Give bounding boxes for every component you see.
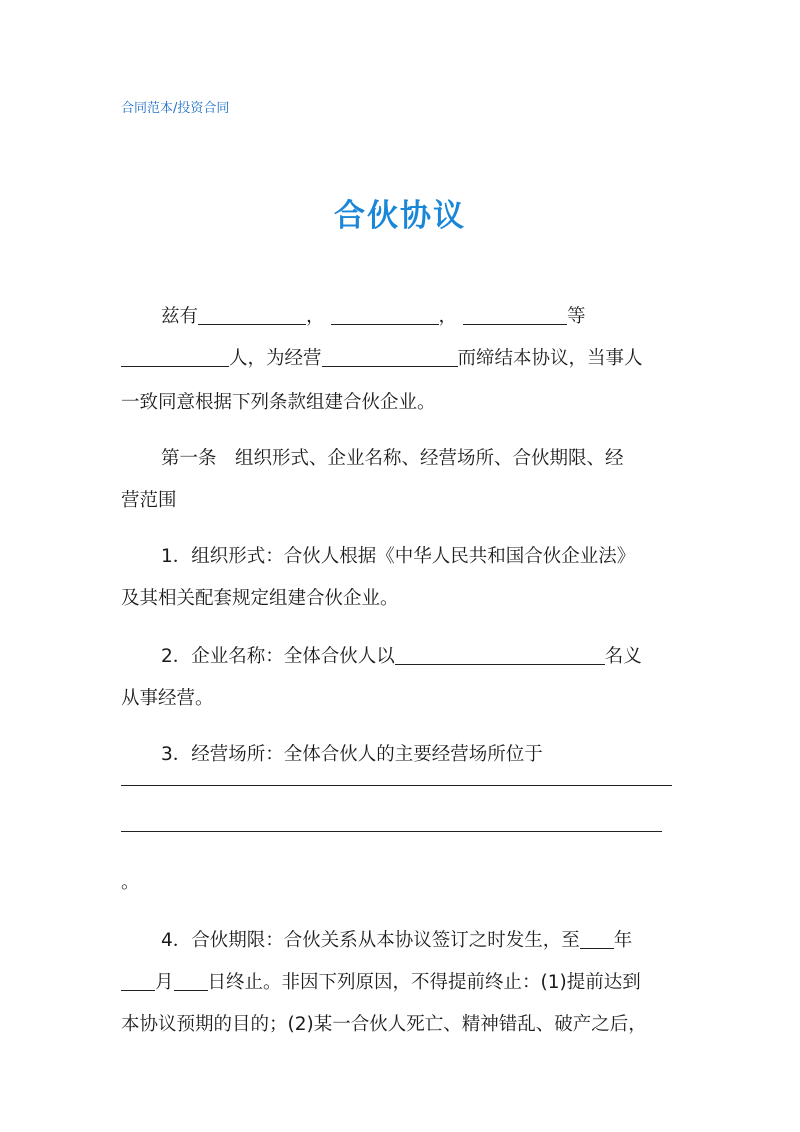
item-2-line-2: 从事经营。 — [121, 688, 214, 709]
item-2-text: 2．企业名称：全体合伙人以 — [161, 646, 395, 667]
business-blank — [322, 346, 458, 367]
address-blank-1 — [121, 785, 672, 786]
month-blank — [121, 970, 155, 991]
party-count-blank — [121, 346, 229, 367]
item-4-line-2 — [121, 970, 641, 996]
page-title: 合伙协议 — [334, 198, 466, 234]
preamble-ren: 人，为经营 — [229, 348, 322, 369]
preamble-sep-1: ， — [306, 306, 325, 327]
month-label: 月 — [155, 972, 174, 993]
item-3-line-1: 3．经营场所：全体合伙人的主要经营场所位于 — [161, 744, 543, 765]
item-4-text-2: 日终止。非因下列原因，不得提前终止：(1)提前达到 — [207, 972, 641, 993]
item-3-end: 。 — [121, 872, 140, 893]
item-2-suffix: 名义 — [604, 646, 642, 667]
day-blank — [174, 970, 208, 991]
item-4-line-3: 本协议预期的目的；(2)某一合伙人死亡、精神错乱、破产之后， — [121, 1014, 647, 1035]
preamble-tail: 而缔结本协议，当事人 — [457, 348, 643, 369]
item-2-line-1 — [161, 644, 642, 670]
address-blank-2 — [121, 831, 662, 832]
preamble-line-1 — [161, 304, 586, 330]
party-3-blank — [463, 304, 567, 325]
preamble-lead: 兹有 — [161, 306, 199, 327]
item-4-text: 4．合伙期限：合伙关系从本协议签订之时发生，至 — [161, 930, 580, 951]
preamble-sep-2: ， — [438, 306, 458, 327]
party-2-blank — [331, 304, 439, 325]
item-1-line-2: 及其相关配套规定组建合伙企业。 — [121, 588, 399, 609]
company-name-blank — [395, 644, 605, 665]
preamble-line-2 — [121, 346, 643, 372]
article-1-heading-cont: 营范围 — [121, 490, 177, 511]
year-blank — [580, 928, 614, 949]
preamble-line-3: 一致同意根据下列条款组建合伙企业。 — [121, 392, 436, 413]
breadcrumb[interactable]: 合同范本/投资合同 — [121, 101, 230, 116]
party-1-blank — [198, 304, 306, 325]
year-label: 年 — [613, 930, 633, 951]
item-4-line-1 — [161, 928, 632, 954]
article-1-heading: 第一条 组织形式、企业名称、经营场所、合伙期限、经 — [161, 448, 624, 469]
preamble-deng: 等 — [567, 306, 586, 327]
item-1-line-1: 1．组织形式：合伙人根据《中华人民共和国合伙企业法》 — [161, 546, 636, 567]
